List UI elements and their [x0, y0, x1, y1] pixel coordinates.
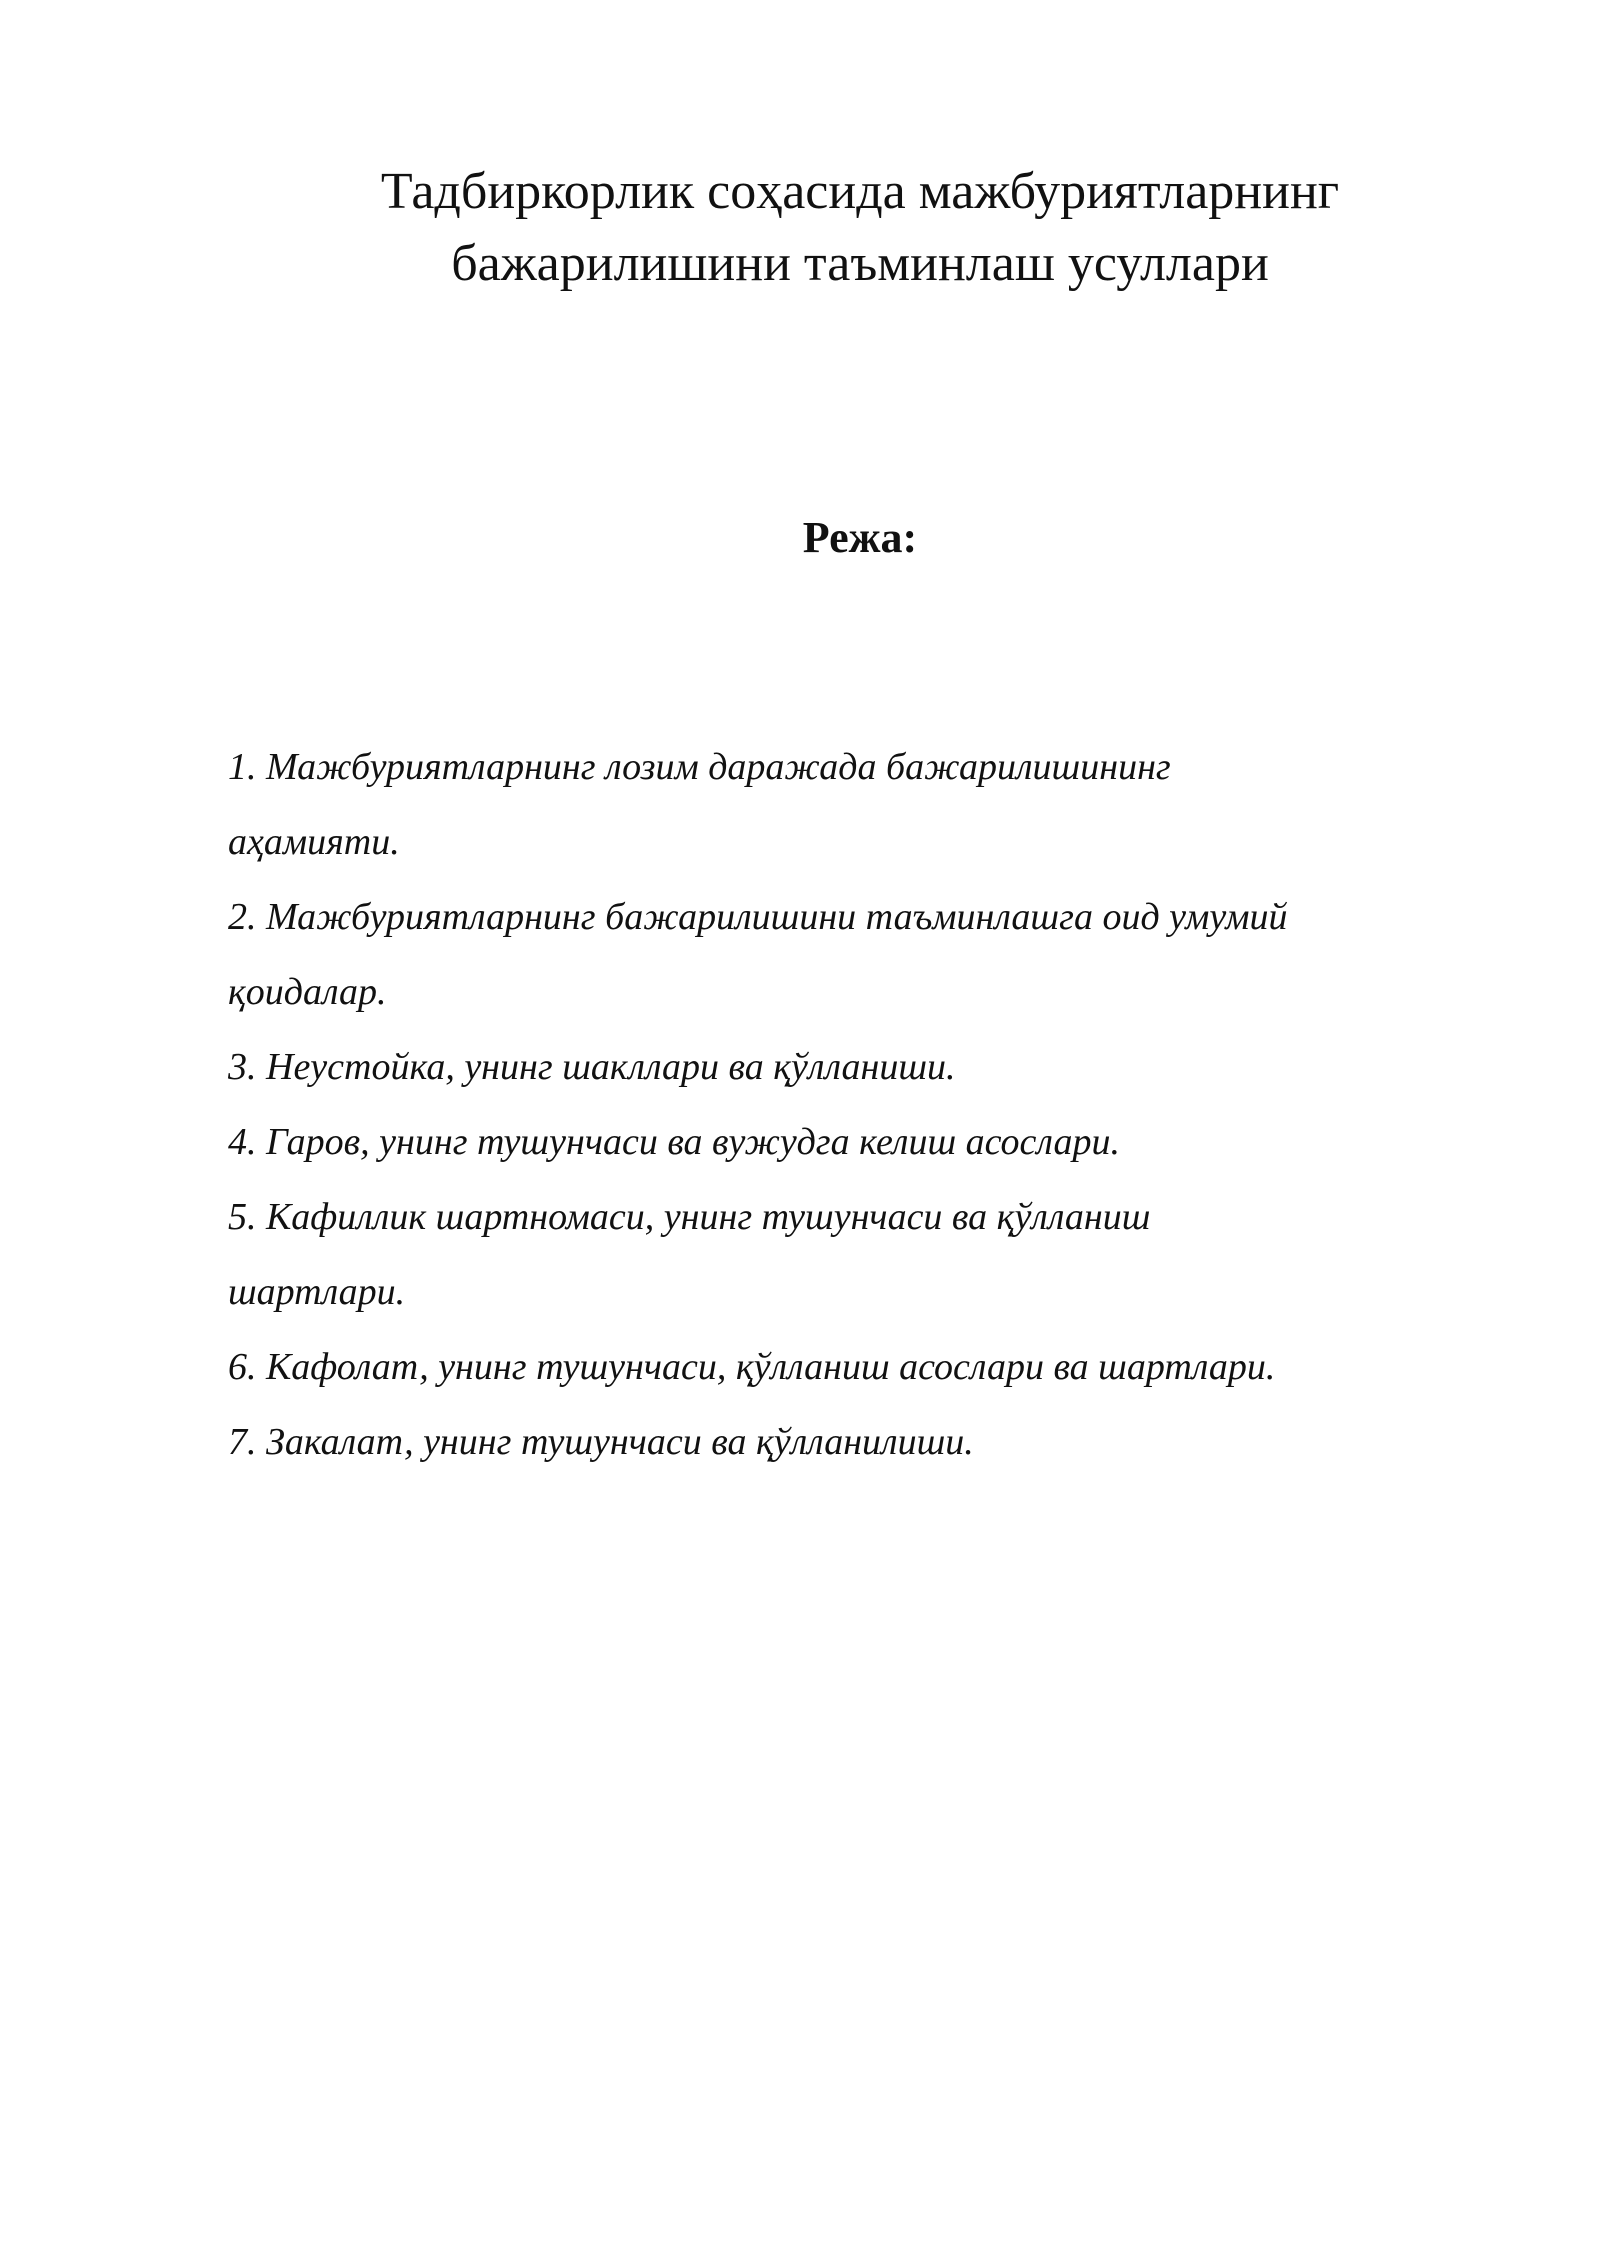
title-line-2: бажарилишини таъминлаш усуллари — [451, 235, 1269, 292]
plan-item — [228, 1105, 1468, 1180]
plan-item — [228, 1330, 1468, 1405]
plan-item-line: 1. Мажбуриятларнинг лозим даражада бажарилишининг — [228, 746, 1171, 788]
plan-item — [228, 1180, 1468, 1330]
plan-item-line: 2. Мажбуриятларнинг бажарилишини таъминлашга оид умумий — [228, 896, 1288, 938]
plan-item — [228, 1405, 1468, 1480]
plan-list — [228, 730, 1468, 1480]
plan-item-line: шартлари. — [228, 1271, 406, 1313]
plan-item — [228, 1030, 1468, 1105]
plan-item-line: 6. Кафолат, унинг тушунчаси, қўлланиш асослари ва шартлари. — [228, 1346, 1276, 1388]
title-line-1: Тадбиркорлик соҳасида мажбуриятларнинг — [380, 163, 1340, 220]
plan-item-line: 4. Гаров, унинг тушунчаси ва вужудга келиш асослари. — [228, 1121, 1120, 1163]
plan-item-line: 5. Кафиллик шартномаси, унинг тушунчаси ва қўлланиш — [228, 1196, 1151, 1238]
plan-item-line: 3. Неустойка, унинг шакллари ва қўлланиши. — [228, 1046, 956, 1088]
plan-item-line: аҳамияти. — [228, 821, 400, 863]
plan-item-line: 7. Закалат, унинг тушунчаси ва қўлланилиши. — [228, 1421, 974, 1463]
document-title — [240, 156, 1480, 300]
plan-item — [228, 880, 1468, 1030]
plan-item-line: қоидалар. — [228, 971, 387, 1013]
plan-item — [228, 730, 1468, 880]
plan-heading: Режа: — [802, 513, 918, 562]
